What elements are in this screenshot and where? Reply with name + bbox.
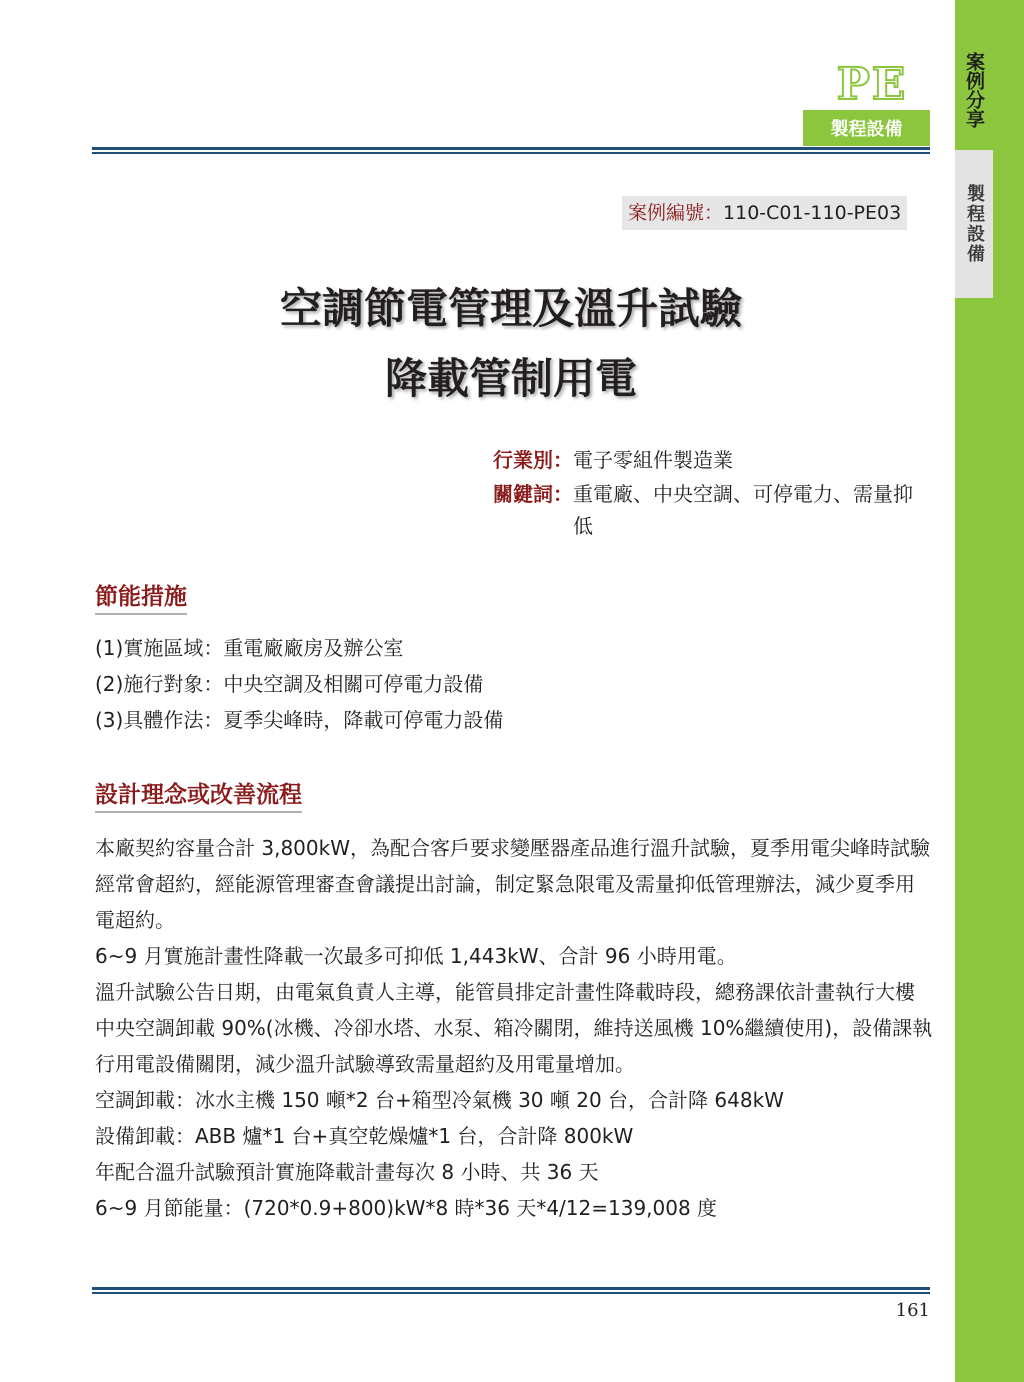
list-item: (2)施行對象：中央空調及相關可停電力設備 (95, 672, 484, 696)
header-rule-thin (92, 152, 930, 154)
section-heading-measures: 節能措施 (95, 578, 187, 615)
side-section-label: 製程設備 (955, 150, 993, 298)
case-number-label: 案例編號： (628, 202, 724, 224)
page-number: 161 (895, 1300, 930, 1321)
section-heading-design: 設計理念或改善流程 (95, 776, 302, 813)
measures-list (95, 630, 503, 738)
meta-keywords (493, 478, 913, 542)
paragraph: 6~9 月節能量：(720*0.9+800)kW*8 時*36 天*4/12=139,008 度 (95, 1196, 718, 1220)
section-badge: 製程設備 (803, 110, 930, 146)
industry-label: 行業別： (493, 448, 573, 472)
footer-rule-thin (92, 1292, 930, 1294)
paragraph: 溫升試驗公告日期，由電氣負責人主導，能管員排定計畫性降載時段，總務課依計畫執行大樓中央空調卸載 90%(冰機、冷卻水塔、水泵、箱冷關閉，維持送風機 10%繼續使用)，設備課執行用電設備關閉，減少溫升試驗導致需量超約及用電量增加。 (95, 980, 933, 1076)
design-body (95, 830, 933, 1226)
paragraph: 本廠契約容量合計 3,800kW，為配合客戶要求變壓器產品進行溫升試驗，夏季用電尖峰時試驗經常會超約，經能源管理審查會議提出討論，制定緊急限電及需量抑低管理辦法，減少夏季用電超約。 (95, 836, 930, 932)
keywords-value: 重電廠、中央空調、可停電力、需量抑低 (573, 482, 913, 538)
footer-rule (92, 1287, 930, 1290)
pe-logo: PE (836, 59, 908, 110)
meta-industry (493, 444, 913, 476)
paragraph: 設備卸載：ABB 爐*1 台+真空乾燥爐*1 台，合計降 800kW (95, 1124, 634, 1148)
page-title-line1: 空調節電管理及溫升試驗 (279, 284, 742, 333)
paragraph: 6~9 月實施計畫性降載一次最多可抑低 1,443kW、合計 96 小時用電。 (95, 944, 737, 968)
keywords-label: 關鍵詞： (493, 482, 573, 506)
page-title-line2: 降載管制用電 (384, 354, 637, 403)
industry-value: 電子零組件製造業 (573, 448, 733, 472)
case-number-value: 110-C01-110-PE03 (723, 202, 902, 224)
side-category-label: 案例分享 (955, 30, 993, 150)
list-item: (3)具體作法：夏季尖峰時，降載可停電力設備 (95, 708, 504, 732)
header-rule (92, 147, 930, 150)
list-item: (1)實施區域：重電廠廠房及辦公室 (95, 636, 404, 660)
paragraph: 年配合溫升試驗預計實施降載計畫每次 8 小時、共 36 天 (95, 1160, 599, 1184)
paragraph: 空調卸載：冰水主機 150 噸*2 台+箱型冷氣機 30 噸 20 台，合計降 648kW (95, 1088, 784, 1112)
case-number (622, 196, 907, 230)
